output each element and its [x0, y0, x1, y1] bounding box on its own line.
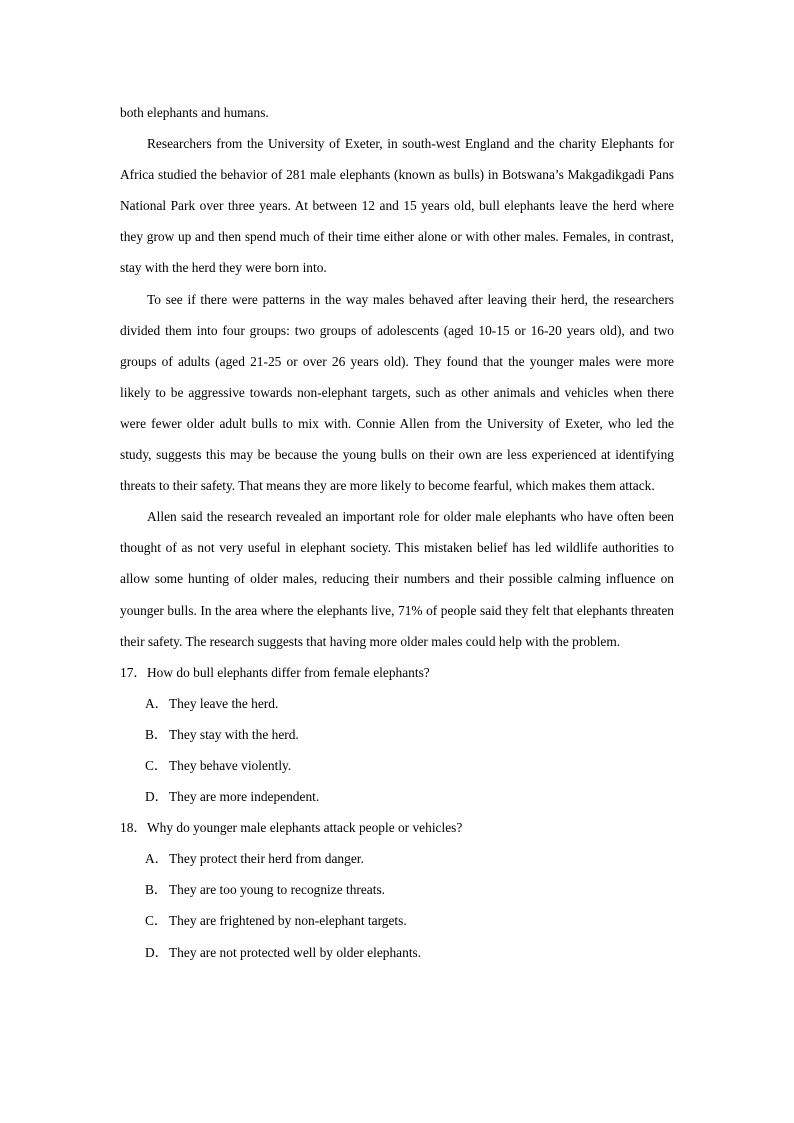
answer-option-b[interactable]: [120, 874, 674, 905]
answer-option-c[interactable]: [120, 905, 674, 936]
answer-option-d[interactable]: [120, 937, 674, 968]
passage-paragraph-continuation: both elephants and humans.: [120, 105, 269, 120]
option-text: They leave the herd.: [169, 695, 279, 711]
option-letter: D．: [145, 789, 169, 805]
question-text: How do bull elephants differ from female elephants?: [147, 664, 430, 680]
question-stem: [120, 657, 674, 688]
option-text: They are not protected well by older elephants.: [169, 944, 422, 960]
option-letter: B．: [145, 726, 168, 742]
question-text: Why do younger male elephants attack people or vehicles?: [147, 820, 463, 836]
question-stem: [120, 812, 674, 843]
answer-option-c[interactable]: [120, 750, 674, 781]
option-text: They are too young to recognize threats.: [169, 882, 386, 898]
option-letter: A．: [145, 851, 169, 867]
document-page: [120, 97, 674, 968]
passage-paragraph: To see if there were patterns in the way males behaved after leaving their herd, the researchers divided them into four groups: two groups of adolescents (aged 10-15 or 16-20 years old), and two groups of adults (aged 21-25 or over 26 years old). They found that the younger males were more likely to be aggressive towards non-elephant targets, such as other animals and vehicles when there were fewer older adult bulls to mix with. Connie Allen from the University of Exeter, who led the study, suggests this may be because the young bulls on their own are less experienced at identifying threats to their safety. That means they are more likely to become fearful, which makes them attack.: [120, 291, 674, 494]
option-letter: C．: [145, 757, 168, 773]
passage-paragraph: Allen said the research revealed an important role for older male elephants who have often been thought of as not very useful in elephant society. This mistaken belief has led wildlife authorities to allow some hunting of older males, reducing their numbers and their possible calming influence on younger bulls. In the area where the elephants live, 71% of people said they felt that elephants threaten their safety. The research suggests that having more older males could help with the problem.: [120, 509, 674, 649]
option-text: They stay with the herd.: [169, 726, 299, 742]
answer-option-d[interactable]: [120, 781, 674, 812]
passage-paragraph: Researchers from the University of Exeter, in south-west England and the charity Elephants for Africa studied the behavior of 281 male elephants (known as bulls) in Botswana’s Makgadikgadi Pans National Park over three years. At between 12 and 15 years old, bull elephants leave the herd where they grow up and then spend much of their time either alone or with other males. Females, in contrast, stay with the herd they were born into.: [120, 136, 674, 276]
option-text: They are more independent.: [169, 789, 320, 805]
option-text: They behave violently.: [169, 757, 292, 773]
question-number: 17．: [120, 664, 147, 680]
option-text: They protect their herd from danger.: [169, 851, 364, 867]
question-18: [120, 812, 674, 967]
answer-option-a[interactable]: [120, 843, 674, 874]
option-letter: C．: [145, 913, 168, 929]
question-17: [120, 657, 674, 812]
question-number: 18．: [120, 820, 147, 836]
option-text: They are frightened by non-elephant targets.: [169, 913, 407, 929]
answer-options: [120, 688, 674, 812]
answer-options: [120, 843, 674, 967]
answer-option-a[interactable]: [120, 688, 674, 719]
option-letter: B．: [145, 882, 168, 898]
option-letter: D．: [145, 944, 169, 960]
option-letter: A．: [145, 695, 169, 711]
answer-option-b[interactable]: [120, 719, 674, 750]
